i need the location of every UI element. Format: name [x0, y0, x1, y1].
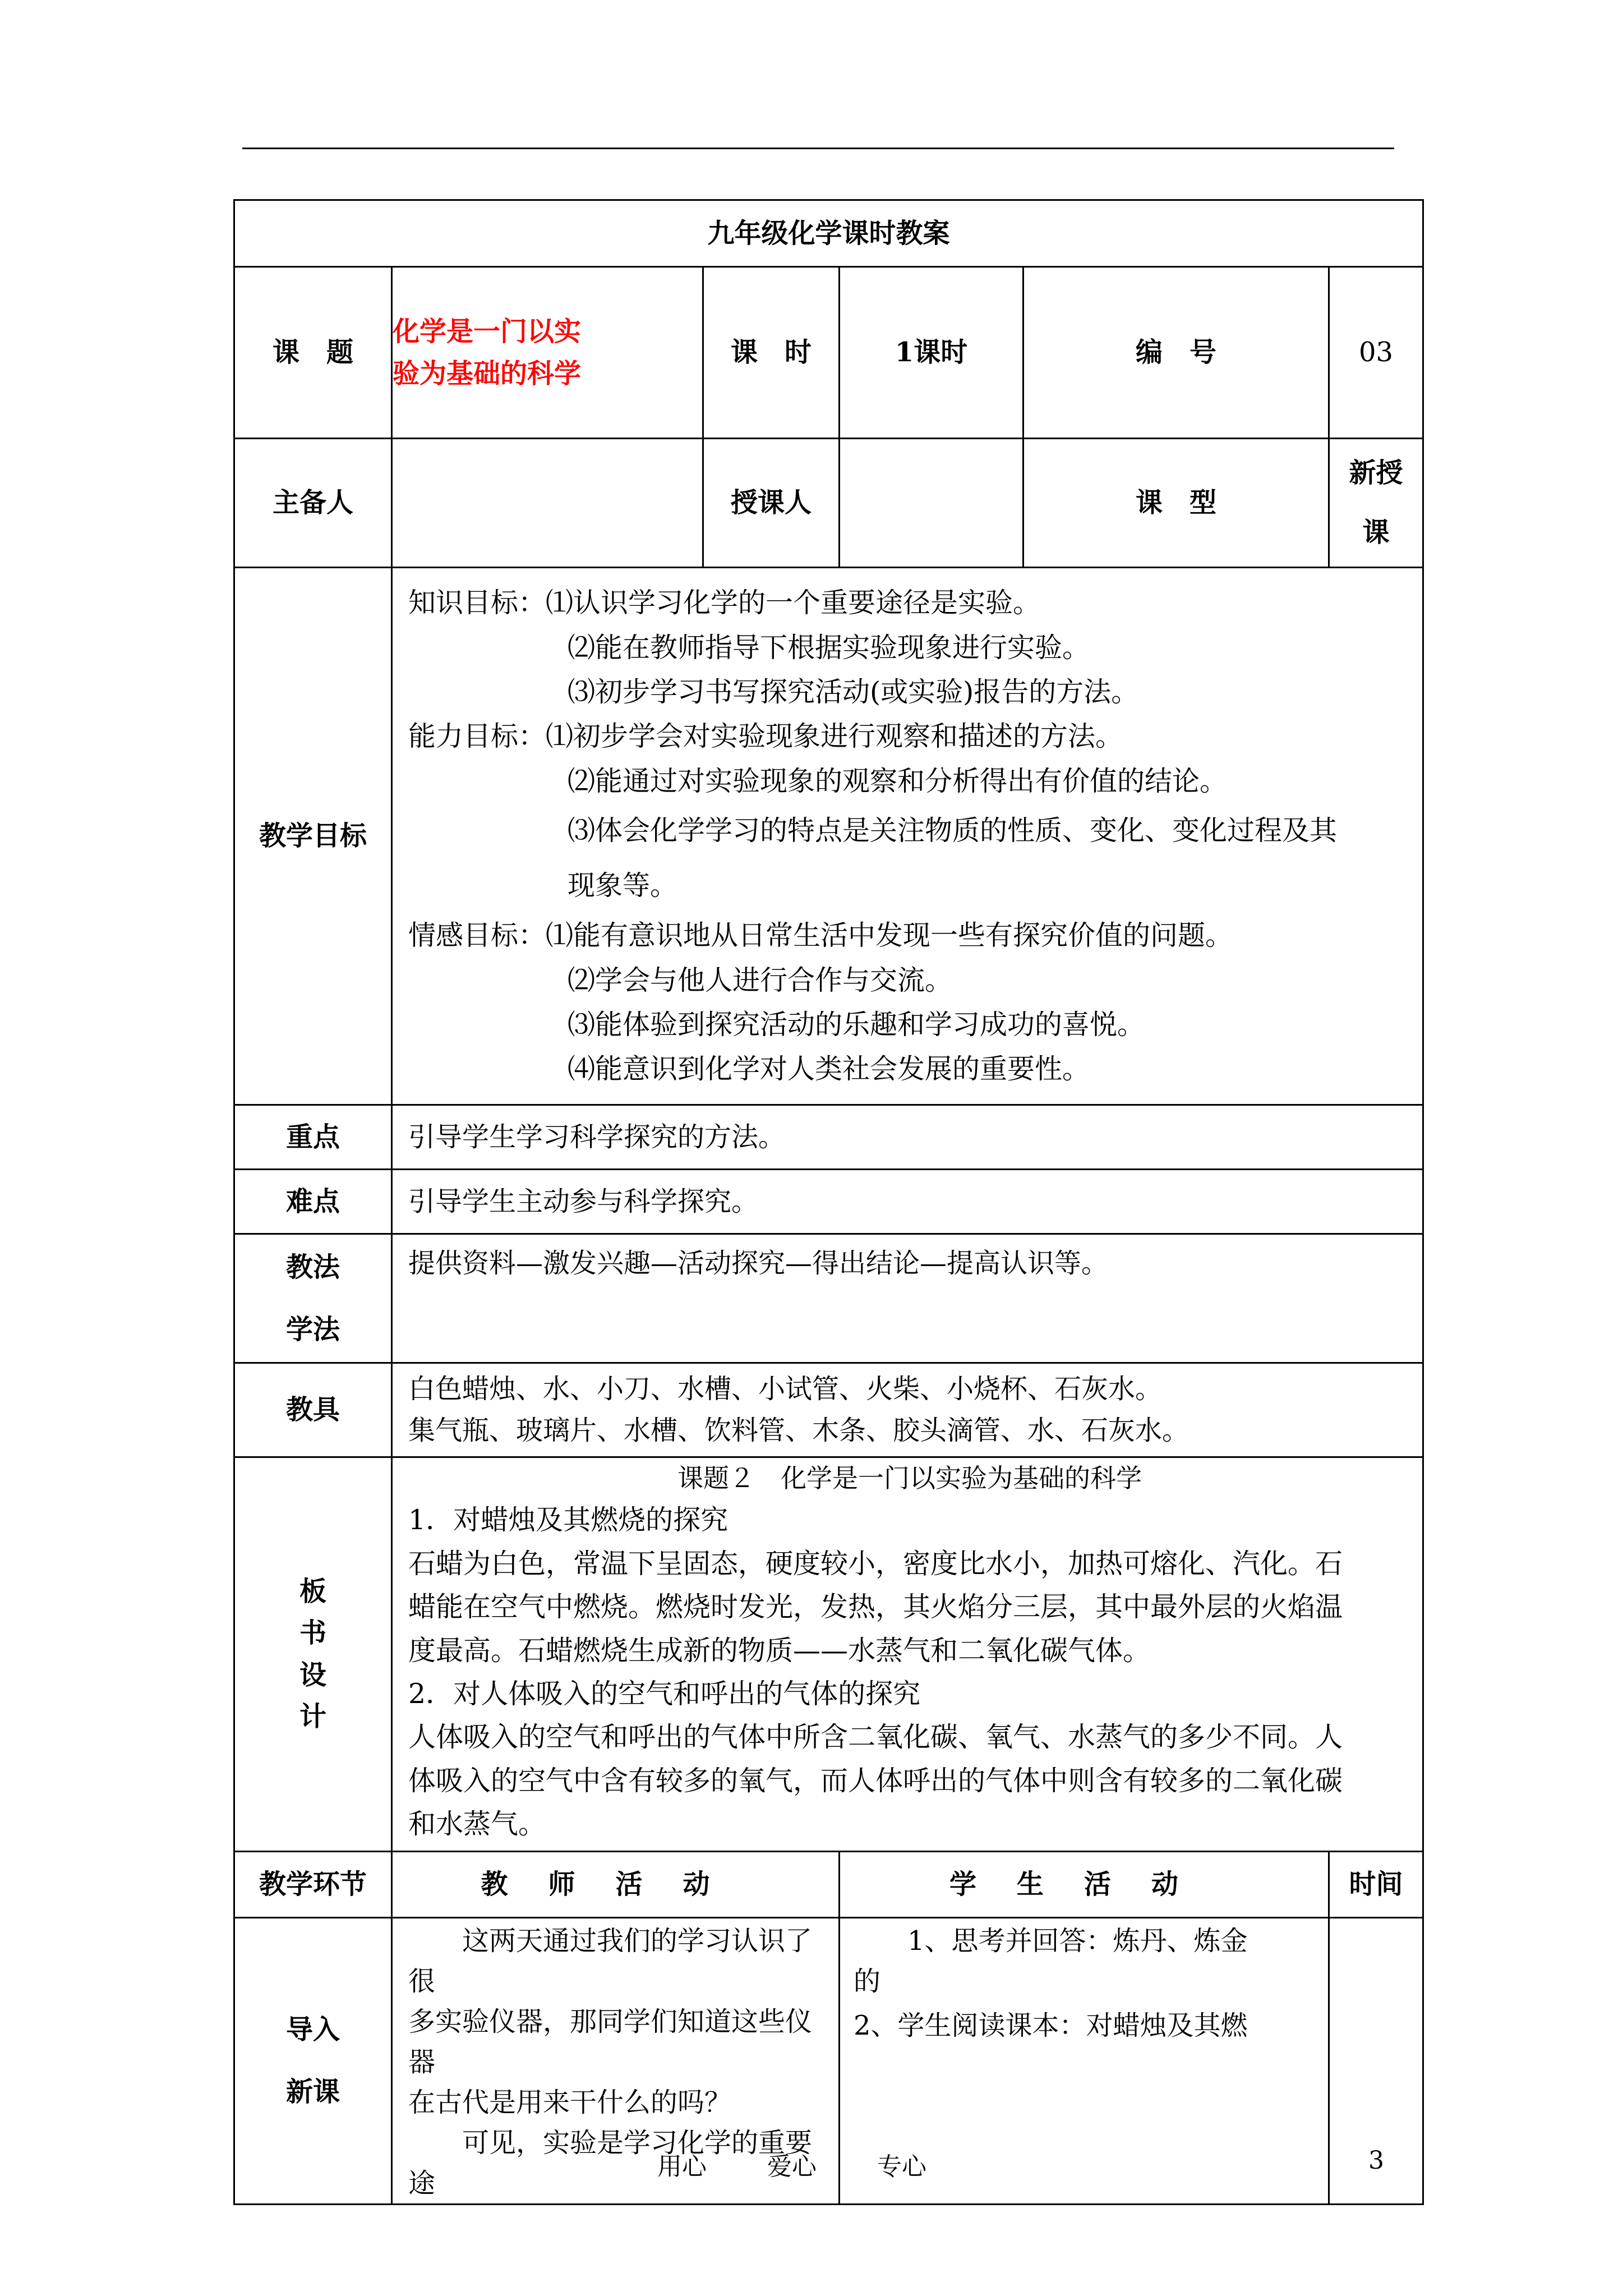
lesson-plan-table [233, 199, 1424, 2205]
ability-goal-1: 能力目标：⑴初步学会对实验现象进行观察和描述的方法。 [408, 720, 1123, 753]
goals-content [392, 568, 1423, 1105]
board-section-2-line-1: 人体吸入的空气和呼出的气体中所含二氧化碳、氧气、水蒸气的多少不同。人 [408, 1721, 1343, 1754]
intro-row [234, 1917, 1423, 2204]
board-label [234, 1457, 392, 1851]
type-line-1: 新授 [1349, 457, 1403, 489]
emotion-goal-2: ⑵学会与他人进行合作与交流。 [568, 964, 953, 996]
board-content [392, 1457, 1423, 1851]
topic-line-2: 验为基础的科学 [393, 357, 582, 389]
board-section-2-title: 2．对人体吸入的空气和呼出的气体的探究 [408, 1678, 921, 1710]
method-label-line-2: 学法 [285, 1313, 340, 1345]
board-section-2-line-2: 体吸入的空气中含有较多的氧气，而人体呼出的气体中则含有较多的二氧化碳 [408, 1764, 1343, 1797]
board-section-1-line-3: 度最高。石蜡燃烧生成新的物质——水蒸气和二氧化碳气体。 [408, 1634, 1151, 1667]
teacher-label: 授课人 [703, 439, 840, 568]
board-section-1-title: 1．对蜡烛及其燃烧的探究 [408, 1504, 728, 1536]
board-label-char-4: 计 [299, 1701, 326, 1733]
type-label: 课 型 [1023, 439, 1329, 568]
time-header: 时间 [1329, 1851, 1423, 1917]
preparer-row [234, 439, 1423, 568]
board-section-1-line-1: 石蜡为白色，常温下呈固态，硬度较小，密度比水小，加热可熔化、汽化。石 [408, 1547, 1343, 1580]
type-value [1329, 439, 1423, 568]
ability-goal-4: 现象等。 [568, 869, 678, 902]
topic-label: 课 题 [234, 267, 392, 439]
intro-stage-line-1: 导入 [285, 2014, 340, 2046]
board-label-char-1: 板 [299, 1575, 326, 1607]
emotion-goal-1: 情感目标：⑴能有意识地从日常生活中发现一些有探究价值的问题。 [408, 919, 1233, 952]
goals-row [234, 568, 1423, 1105]
ability-goal-3: ⑶体会化学学习的特点是关注物质的性质、变化、变化过程及其 [568, 815, 1338, 847]
intro-stage [234, 1917, 392, 2204]
tools-row [234, 1363, 1423, 1457]
process-header-row [234, 1851, 1423, 1917]
number-value: 03 [1329, 267, 1423, 439]
tools-label: 教具 [234, 1363, 392, 1457]
board-row [234, 1457, 1423, 1851]
knowledge-goal-2: ⑵能在教师指导下根据实验现象进行实验。 [568, 631, 1090, 664]
student-line-3: 2、学生阅读课本：对蜡烛及其燃 [854, 2009, 1248, 2041]
teacher-line-4: 可见，实验是学习化学的重要途 [408, 2127, 813, 2199]
header-rule [242, 148, 1394, 149]
emotion-goal-4: ⑷能意识到化学对人类社会发展的重要性。 [568, 1053, 1090, 1085]
topic-row [234, 267, 1423, 439]
goals-label: 教学目标 [234, 568, 392, 1105]
period-label: 课 时 [703, 267, 840, 439]
teacher-activity-header [392, 1851, 840, 1917]
footer-word-3: 专心 [877, 2152, 926, 2181]
board-heading: 课题２ 化学是一门以实验为基础的科学 [677, 1462, 1142, 1493]
method-label [234, 1234, 392, 1363]
board-section-2-line-3: 和水蒸气。 [408, 1808, 546, 1841]
page-number: 3 [1368, 2146, 1384, 2175]
board-section-1-line-2: 蜡能在空气中燃烧。燃烧时发光，发热，其火焰分三层，其中最外层的火焰温 [408, 1591, 1343, 1623]
preparer-label: 主备人 [234, 439, 392, 568]
tools-line-1: 白色蜡烛、水、小刀、水槽、小试管、火柴、小烧杯、石灰水。 [408, 1373, 1163, 1405]
doc-title: 九年级化学课时教案 [234, 200, 1423, 267]
ability-goal-2: ⑵能通过对实验现象的观察和分析得出有价值的结论。 [568, 765, 1228, 797]
teacher-line-3: 在古代是用来干什么的吗？ [408, 2086, 732, 2118]
method-row [234, 1234, 1423, 1363]
student-line-1: 1、思考并回答：炼丹、炼金 [907, 1925, 1248, 1957]
difficulty-row [234, 1170, 1423, 1234]
stage-header: 教学环节 [234, 1851, 392, 1917]
topic-line-1: 化学是一门以实 [393, 316, 582, 348]
footer-word-2: 爱心 [767, 2152, 817, 2181]
student-activity-header [840, 1851, 1329, 1917]
difficulty-label: 难点 [234, 1170, 392, 1234]
tools-content [392, 1363, 1423, 1457]
type-line-2: 课 [1362, 516, 1390, 548]
teacher-line-2: 多实验仪器，那同学们知道这些仪器 [408, 2005, 813, 2078]
knowledge-goal-1: 知识目标：⑴认识学习化学的一个重要途径是实验。 [408, 587, 1041, 619]
knowledge-goal-3: ⑶初步学习书写探究活动(或实验)报告的方法。 [568, 676, 1139, 708]
teacher-activity-header-text: 教师活动 [481, 1869, 750, 1900]
period-value: 1课时 [840, 267, 1023, 439]
preparer-value [392, 439, 703, 568]
teacher-value [840, 439, 1023, 568]
emotion-goal-3: ⑶能体验到探究活动的乐趣和学习成功的喜悦。 [568, 1008, 1145, 1041]
teacher-line-1: 这两天通过我们的学习认识了很 [408, 1925, 813, 1997]
board-label-char-2: 书 [299, 1617, 326, 1649]
board-label-char-3: 设 [299, 1659, 326, 1691]
key-point-text: 引导学生学习科学探究的方法。 [392, 1105, 1423, 1170]
tools-line-2: 集气瓶、玻璃片、水槽、饮料管、木条、胶头滴管、水、石灰水。 [408, 1415, 1189, 1447]
key-point-row [234, 1105, 1423, 1170]
student-line-2: 的 [854, 1965, 881, 1997]
title-row [234, 200, 1423, 267]
method-label-line-1: 教法 [285, 1251, 340, 1283]
student-activity-header-text: 学生活动 [949, 1869, 1219, 1900]
topic-value [392, 267, 703, 439]
intro-stage-line-2: 新课 [285, 2076, 340, 2108]
footer-word-1: 用心 [657, 2152, 707, 2181]
key-point-label: 重点 [234, 1105, 392, 1170]
number-label: 编 号 [1023, 267, 1329, 439]
difficulty-text: 引导学生主动参与科学探究。 [392, 1170, 1423, 1234]
method-text: 提供资料—激发兴趣—活动探究—得出结论—提高认识等。 [392, 1234, 1423, 1363]
